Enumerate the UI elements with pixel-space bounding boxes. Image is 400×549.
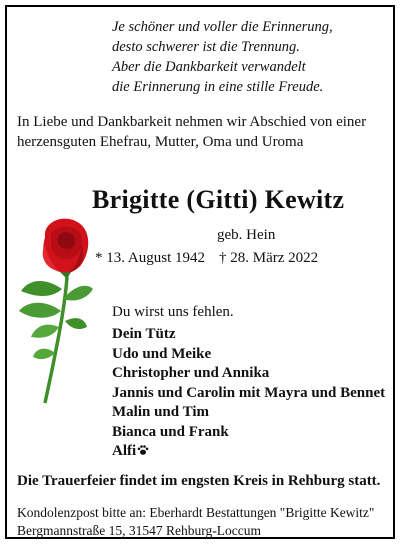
contact-line: Kondolenzpost bitte an: Eberhardt Bestattungen "Brigitte Kewitz" [17,505,375,520]
family-member-with-paw [112,442,385,462]
intro-text [17,112,387,152]
family-list [112,325,385,462]
poem-line: Aber die Dankbarkeit verwandelt [112,59,306,75]
birth-date: * 13. August 1942 [95,250,206,266]
family-member: Alfi [112,443,137,459]
birth-name: geb. Hein [217,227,276,243]
farewell-line: Du wirst uns fehlen. [112,304,234,320]
death-date: † 28. März 2022 [219,250,319,266]
family-member: Bianca und Frank [112,423,229,440]
intro-line: herzensguten Ehefrau, Mutter, Oma und Uroma [17,134,304,150]
family-member: Malin und Tim [112,404,209,420]
poem-line: Je schöner und voller die Erinnerung, [112,19,333,35]
intro-line: In Liebe und Dankbarkeit nehmen wir Abschied von einer [17,114,367,130]
deceased-name: Brigitte (Gitti) Kewitz [92,185,345,214]
red-rose-icon [15,215,95,405]
family-member: Udo und Meike [112,345,212,362]
paw-print-icon [137,444,149,456]
funeral-note: Die Trauerfeier findet im engsten Kreis in Rehburg statt. [17,473,381,489]
poem [112,17,382,97]
family-member: Jannis und Carolin mit Mayra und Bennet [112,384,386,401]
family-member: Christopher und Annika [112,365,270,381]
life-dates [95,250,318,267]
contact-info [17,504,374,540]
obituary-card [5,5,395,539]
family-member: Dein Tütz [112,326,176,342]
poem-line: desto schwerer ist die Trennung. [112,39,300,55]
contact-line: Bergmannstraße 15, 31547 Rehburg-Loccum [17,523,261,538]
poem-line: die Erinnerung in eine stille Freude. [112,79,324,95]
